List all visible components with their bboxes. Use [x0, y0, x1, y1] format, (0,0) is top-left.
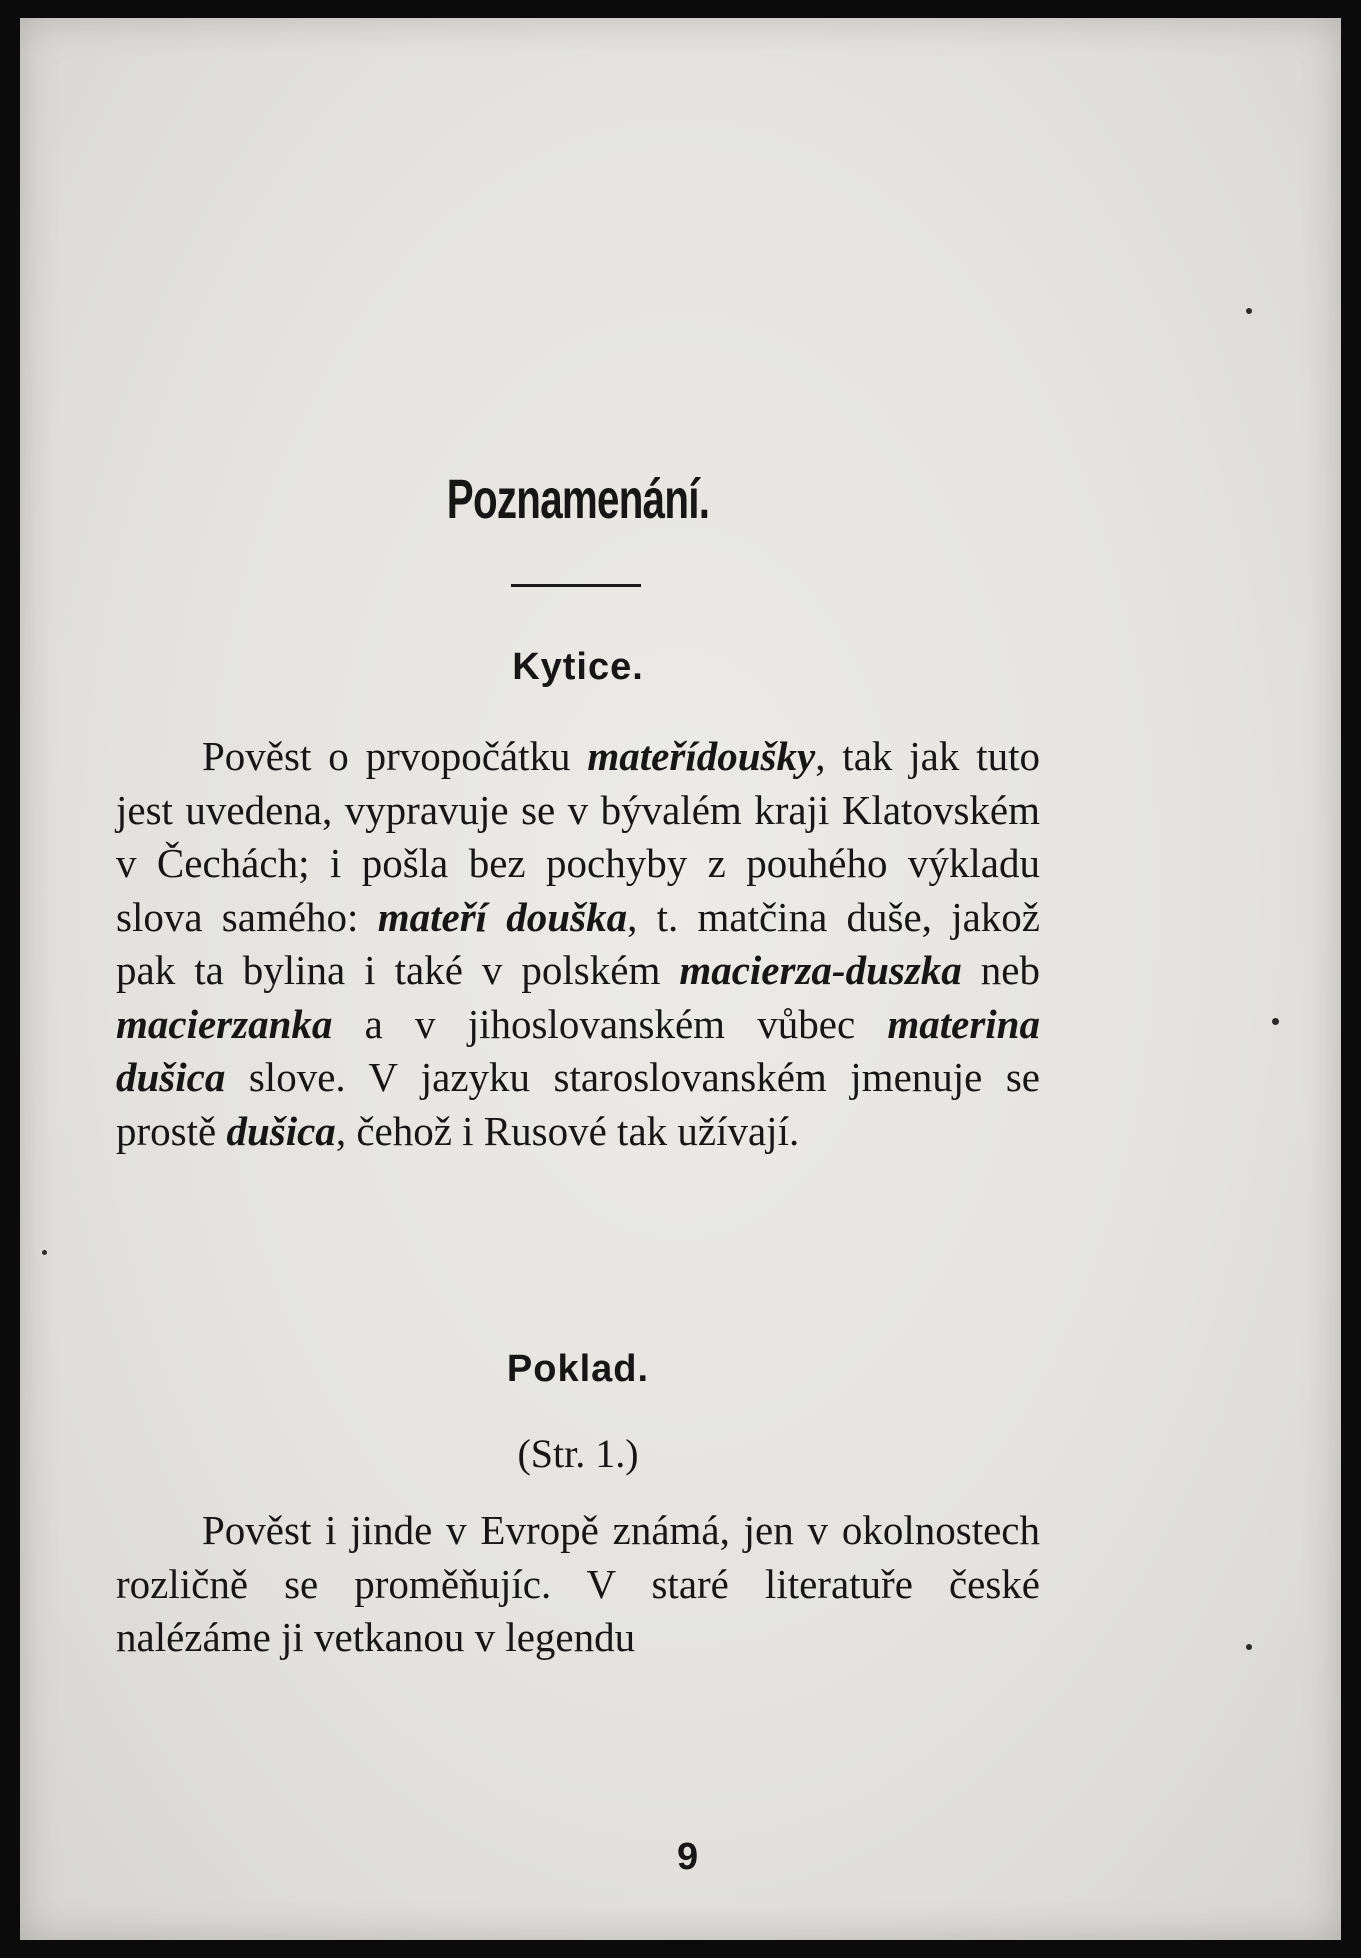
paragraph-run: , t. matčina duše, jakož pak ta bylina i také v polském [116, 893, 1040, 993]
scan-speck [1246, 1644, 1252, 1650]
scan-speck [1272, 1018, 1279, 1025]
book-page [20, 18, 1341, 1940]
paragraph-run: Pověst i jinde v Evropě známá, jen v okolnostech rozličně se proměňujíc. V staré literatuře české nalézáme ji vetkanou v legendu [116, 1507, 1040, 1660]
page-heading: Poznamenání. [446, 467, 710, 530]
scan-speck [42, 1250, 47, 1255]
section-paragraph-kytice [116, 730, 1040, 1158]
scan-speck [1246, 308, 1252, 314]
section-paragraph-poklad [116, 1504, 1040, 1665]
paragraph-text [116, 730, 1040, 1158]
emphasized-term: dušica [226, 1107, 336, 1154]
heading-rule [511, 584, 641, 587]
page-number: 9 [677, 1836, 699, 1878]
section-title-poklad: Poklad. [506, 1348, 650, 1390]
paragraph-run: slove. V jazyku staroslovanském jmenuje se prostě [116, 1054, 1040, 1154]
page-reference-note: (Str. 1.) [517, 1431, 639, 1476]
paragraph-run: , čehož i Rusové tak užívají. [335, 1107, 800, 1154]
emphasized-term: mateří douška [377, 893, 628, 940]
emphasized-term: mateřídoušky [587, 733, 816, 779]
paragraph-run: a v jihoslovanském vůbec [332, 1000, 888, 1047]
paragraph-run: Pověst o prvopočátku [202, 733, 588, 779]
emphasized-term: macierza-duszka [679, 947, 962, 993]
paragraph-run: neb [961, 947, 1040, 993]
section-title-kytice: Kytice. [512, 646, 644, 688]
emphasized-term: macierzanka [116, 1000, 333, 1047]
emphasized-term: materina dušica [116, 1000, 1040, 1100]
paragraph-text [116, 1504, 1040, 1665]
paragraph-run: , tak jak tuto jest uvedena, vypravuje se v bývalém kraji Klatovském v Čechách; i pošla bez pochyby z pouhého výkladu slova samého: [116, 733, 1040, 940]
